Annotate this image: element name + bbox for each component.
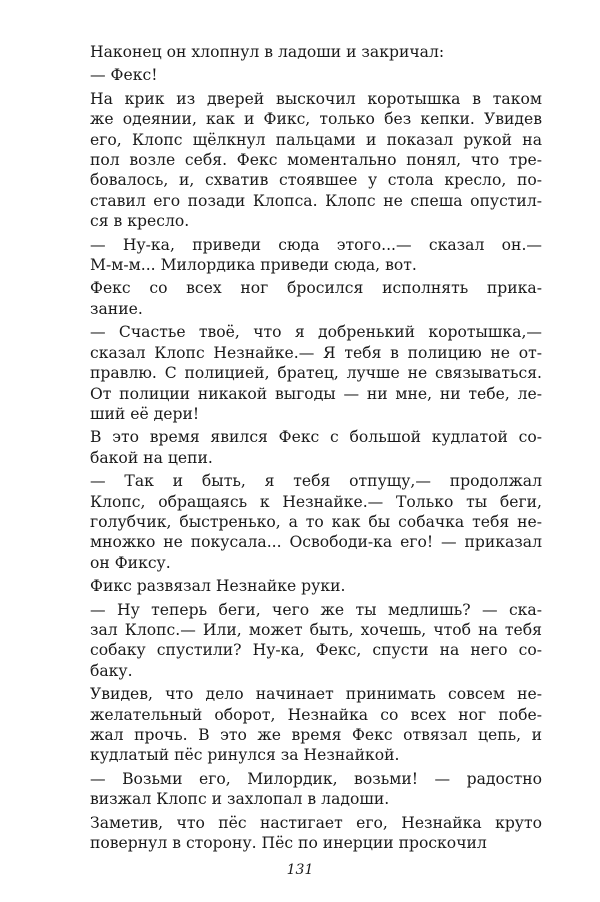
text-line: множко не покусала... Освободи-ка его! — приказал [90,533,542,552]
paragraph [90,600,542,682]
text-line: Клопс, обращаясь к Незнайке.— Только ты беги, [90,492,542,511]
text-line: кудлатый пёс ринулся за Незнайкой. [90,746,400,765]
text-line: собаку спустили? Ну-ка, Фекс, спусти на него со- [90,641,542,660]
page-text [90,42,542,853]
text-line: От полиции никакой выгоды — ни мне, ни тебе, ле- [90,384,542,403]
paragraph [90,89,542,232]
paragraph [90,769,542,810]
text-line: — Возьми его, Милордик, возьми! — радостно [90,769,542,788]
text-line: ший её дери! [90,404,200,423]
paragraph [90,278,542,319]
text-line: Фекс со всех ног бросился исполнять прика- [90,279,542,298]
text-line: голубчик, быстренько, а то как бы собачка тебя не- [90,512,542,531]
page-number: 131 [286,862,314,878]
text-line: — Ну теперь беги, чего же ты медлишь? — ска- [90,600,542,619]
text-line: его, Клопс щёлкнул пальцами и показал рукой на [90,130,542,149]
paragraph [90,684,542,766]
text-line: повернул в сторону. Пёс по инерции проскочил [90,834,487,853]
text-line: М-м-м... Милордика приведи сюда, вот. [90,256,417,275]
text-line: он Фиксу. [90,553,171,572]
paragraph [90,322,542,424]
text-line: зал Клопс.— Или, может быть, хочешь, чтоб на тебя [90,620,542,639]
text-line: бовалось, и, схватив стоявшее у стола кресло, по- [90,171,542,190]
text-line: ставил его позади Клопса. Клопс не спеша опустил- [90,191,542,210]
text-line: — Так и быть, я тебя отпущу,— продолжал [90,472,542,491]
paragraph [90,42,542,62]
text-line: же одеянии, как и Фикс, только без кепки. Увидев [90,110,542,129]
paragraph [90,576,542,596]
paragraph [90,471,542,573]
paragraph [90,813,542,854]
text-line: В это время явился Фекс с большой кудлатой со- [90,428,542,447]
text-line: Фикс развязал Незнайке руки. [90,577,346,596]
text-line: Заметив, что пёс настигает его, Незнайка круто [90,813,542,832]
text-line: жал прочь. В это же время Фекс отвязал цепь, и [90,726,542,744]
text-line: сказал Клопс Незнайке.— Я тебя в полицию не от- [90,343,542,362]
text-line: — Фекс! [90,66,158,85]
paragraph [90,427,542,468]
text-line: визжал Клопс и захлопал в ладоши. [90,790,390,809]
text-line: баку. [90,661,133,680]
text-line: правлю. С полицией, братец, лучше не связываться. [90,364,542,383]
text-line: — Ну-ка, приведи сюда этого...— сказал он.— [90,235,542,254]
text-line: зание. [90,299,143,318]
text-line: пол возле себя. Фекс моментально понял, что тре- [90,151,542,170]
text-line: На крик из дверей выскочил коротышка в таком [90,89,542,108]
paragraph [90,235,542,276]
paragraph [90,65,542,85]
text-line: желательный оборот, Незнайка со всех ног побе- [90,705,542,724]
text-line: Увидев, что дело начинает принимать совсем не- [90,685,542,704]
text-line: — Счастье твоё, что я добренький коротышка,— [90,323,542,342]
text-line: Наконец он хлопнул в ладоши и закричал: [90,43,445,61]
text-line: ся в кресло. [90,212,190,231]
text-line: бакой на цепи. [90,448,213,467]
